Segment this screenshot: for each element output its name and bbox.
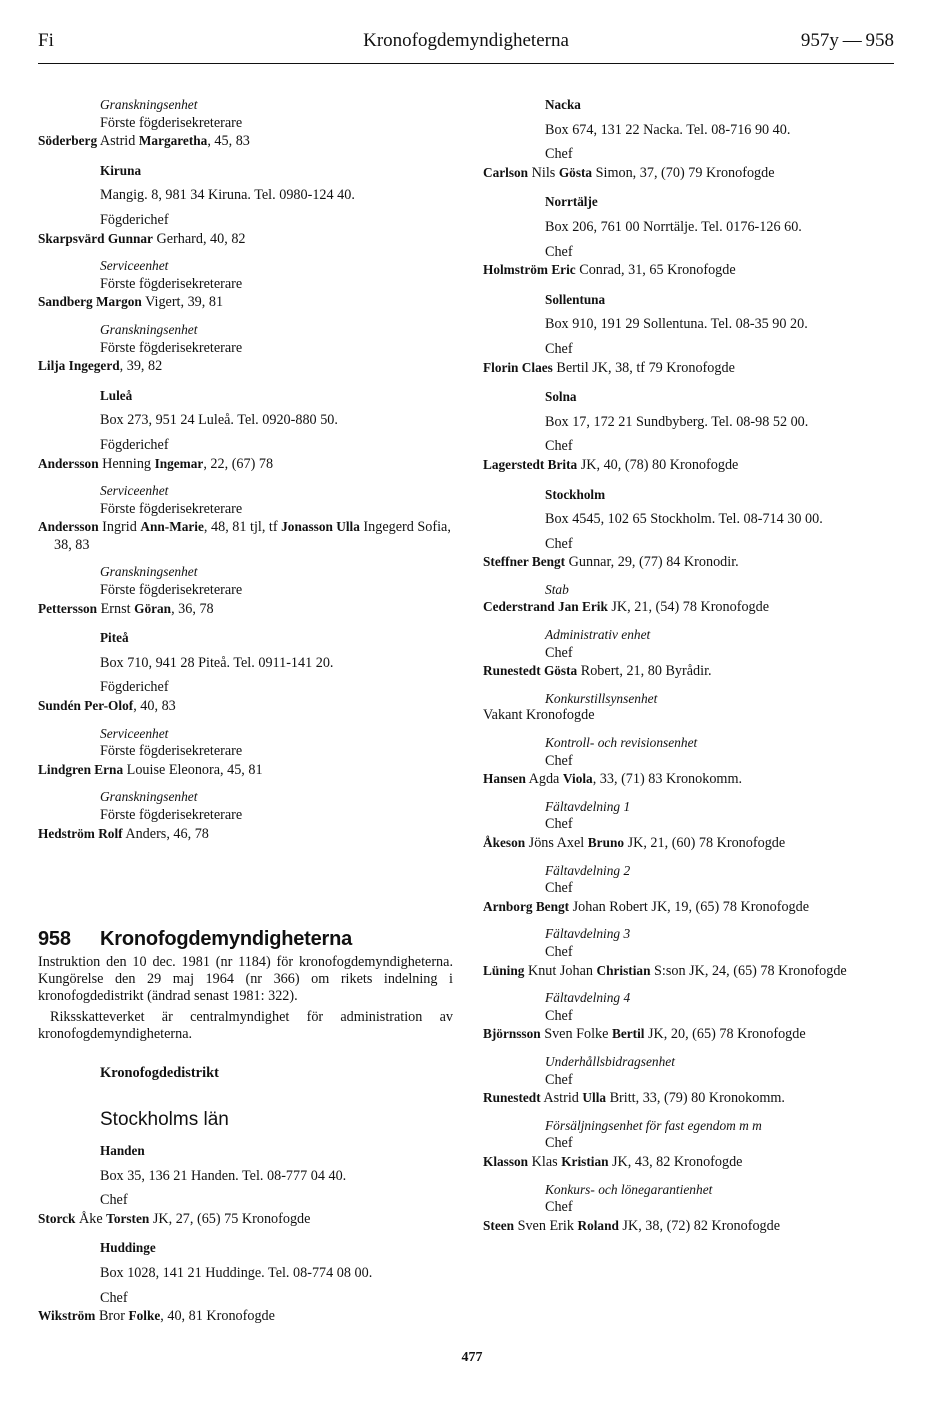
office-name: Sollentuna bbox=[545, 291, 606, 307]
person-detail: JK, 21, (60) 78 Kronofogde bbox=[624, 835, 786, 851]
person-name-bold: Runestedt bbox=[483, 1090, 541, 1106]
office-name: Norrtälje bbox=[545, 194, 598, 210]
person-detail: Jöns Axel bbox=[525, 835, 588, 851]
person-name-bold: Hansen bbox=[483, 771, 526, 787]
unit-heading: Fältavdelning 1 bbox=[545, 798, 631, 814]
person-name-bold: Göran bbox=[134, 600, 172, 616]
role-title: Fögderichef bbox=[100, 211, 169, 228]
office-address: Box 206, 761 00 Norrtälje. Tel. 0176-126 60. bbox=[545, 218, 802, 235]
section-title-text: Kronofogdemyndigheterna bbox=[100, 928, 353, 950]
person-detail: JK, 27, (65) 75 Kronofogde bbox=[149, 1210, 311, 1227]
role-title: Chef bbox=[545, 1071, 573, 1088]
person-detail: Louise Eleonora, 45, 81 bbox=[123, 761, 263, 778]
section-958 bbox=[38, 928, 453, 1326]
person-detail: Agda bbox=[525, 771, 563, 788]
person-entry bbox=[38, 293, 453, 312]
person-entry bbox=[38, 1210, 453, 1229]
person-detail: JK, 20, (65) 78 Kronofogde bbox=[644, 1026, 806, 1043]
section-title bbox=[38, 928, 453, 951]
person-name-bold: Viola bbox=[562, 771, 593, 787]
person-detail: S:son JK, 24, (65) 78 Kronofogde bbox=[650, 962, 847, 979]
person-name-bold: Runestedt Gösta bbox=[483, 663, 578, 679]
office-address: Box 4545, 102 65 Stockholm. Tel. 08-714 30 00. bbox=[545, 511, 823, 528]
unit-heading: Kontroll- och revisionsenhet bbox=[545, 735, 698, 751]
unit-heading: Fältavdelning 4 bbox=[545, 990, 631, 1006]
unit-heading: Administrativ enhet bbox=[545, 627, 651, 643]
person-entry bbox=[483, 834, 901, 853]
role-title: Förste fögderisekreterare bbox=[100, 275, 243, 292]
role-title: Chef bbox=[100, 1289, 128, 1306]
person-entry bbox=[483, 1025, 901, 1044]
person-detail: , 40, 81 Kronofogde bbox=[160, 1308, 275, 1325]
unit-heading: Serviceenhet bbox=[100, 258, 169, 274]
subheading-kronofogdedistrikt: Kronofogdedistrikt bbox=[100, 1065, 219, 1082]
person-detail: Knut Johan bbox=[524, 962, 597, 979]
role-title: Chef bbox=[545, 340, 573, 357]
header-left-label: Fi bbox=[38, 30, 54, 51]
running-title: Kronofogdemyndigheterna bbox=[363, 30, 569, 51]
section-paragraph-2-text: Riksskatteverket är centralmyndighet för administration av kronofogdemyndigheterna. bbox=[38, 1008, 453, 1042]
page-header bbox=[38, 30, 894, 58]
person-detail: Gerhard, 40, 82 bbox=[152, 230, 246, 247]
person-detail: Astrid bbox=[97, 133, 139, 150]
unit-heading: Fältavdelning 2 bbox=[545, 862, 631, 878]
role-title: Chef bbox=[545, 243, 573, 260]
person-entry bbox=[483, 1153, 901, 1172]
person-name-bold: Björnsson bbox=[483, 1026, 541, 1042]
person-detail: Ingrid bbox=[98, 519, 141, 536]
section-paragraph-2 bbox=[38, 1009, 453, 1043]
role-title: Chef bbox=[545, 816, 573, 833]
person-detail: Astrid bbox=[540, 1090, 583, 1107]
role-title: Chef bbox=[545, 1007, 573, 1024]
role-title: Fögderichef bbox=[100, 436, 169, 453]
role-title: Fögderichef bbox=[100, 679, 169, 696]
unit-heading: Granskningsenhet bbox=[100, 97, 198, 112]
office-address: Mangig. 8, 981 34 Kiruna. Tel. 0980-124 40. bbox=[100, 187, 355, 204]
role-title: Förste fögderisekreterare bbox=[100, 114, 243, 131]
person-detail: Ernst bbox=[97, 600, 135, 617]
person-name-bold: Söderberg bbox=[38, 133, 98, 149]
person-name-bold: Lindgren Erna bbox=[38, 761, 124, 777]
person-detail: JK, 38, (72) 82 Kronofogde bbox=[618, 1217, 781, 1234]
person-entry bbox=[38, 600, 453, 619]
person-detail: Nils bbox=[528, 164, 559, 181]
person-detail: JK, 21, (54) 78 Kronofogde bbox=[607, 599, 770, 616]
person-detail: Conrad, 31, 65 Kronofogde bbox=[575, 262, 736, 279]
person-name-bold: Ann-Marie bbox=[140, 519, 204, 535]
office-name: Nacka bbox=[545, 97, 581, 112]
office-name: Handen bbox=[100, 1143, 145, 1159]
person-detail: Sven Folke bbox=[540, 1026, 612, 1043]
person-detail: Anders, 46, 78 bbox=[122, 825, 209, 842]
person-name-bold: Andersson bbox=[38, 519, 99, 535]
role-title: Chef bbox=[545, 752, 573, 769]
unit-heading: Granskningsenhet bbox=[100, 564, 198, 580]
person-detail: , 45, 83 bbox=[207, 133, 250, 150]
person-name-bold: Arnborg Bengt bbox=[483, 898, 570, 914]
person-name-bold: Kristian bbox=[561, 1153, 609, 1169]
district-entries bbox=[38, 1142, 453, 1326]
right-column bbox=[483, 96, 901, 1235]
person-detail: Sven Erik bbox=[514, 1217, 578, 1234]
person-name-bold: Pettersson bbox=[38, 600, 98, 616]
office-address: Box 910, 191 29 Sollentuna. Tel. 08-35 90 20. bbox=[545, 316, 808, 333]
person-entry bbox=[38, 697, 453, 716]
person-name-bold: Margaretha bbox=[138, 133, 208, 149]
person-detail: , 22, (67) 78 bbox=[203, 455, 274, 472]
person-detail: Robert, 21, 80 Byrådir. bbox=[577, 663, 712, 680]
person-name-bold: Åkeson bbox=[483, 835, 526, 850]
office-name: Kiruna bbox=[100, 162, 142, 178]
header-rule bbox=[38, 63, 894, 64]
role-title: Chef bbox=[545, 535, 573, 552]
person-name-bold: Torsten bbox=[106, 1210, 150, 1226]
section-number: 958 bbox=[38, 928, 71, 950]
person-detail: , 40, 83 bbox=[133, 698, 176, 715]
person-entry bbox=[483, 1089, 901, 1108]
person-name-bold: Jonasson Ulla bbox=[281, 519, 360, 535]
person-name-bold: Bertil bbox=[611, 1026, 645, 1042]
unit-heading: Underhållsbidragsenhet bbox=[545, 1053, 675, 1069]
person-entry bbox=[483, 598, 901, 617]
office-address: Box 710, 941 28 Piteå. Tel. 0911-141 20. bbox=[100, 654, 334, 671]
person-entry bbox=[483, 1217, 901, 1236]
person-name-bold: Steffner Bengt bbox=[483, 554, 566, 570]
person-detail: Vigert, 39, 81 bbox=[141, 294, 224, 311]
unit-heading: Granskningsenhet bbox=[100, 321, 198, 337]
office-address: Box 17, 172 21 Sundbyberg. Tel. 08-98 52 00. bbox=[545, 413, 809, 430]
role-title: Chef bbox=[545, 644, 573, 661]
person-name-bold: Folke bbox=[128, 1308, 161, 1324]
unit-heading: Serviceenhet bbox=[100, 725, 169, 741]
person-entry bbox=[483, 770, 901, 789]
role-title: Chef bbox=[545, 438, 573, 455]
person-entry bbox=[38, 761, 453, 780]
unit-heading: Serviceenhet bbox=[100, 483, 169, 499]
unit-heading: Granskningsenhet bbox=[100, 789, 198, 805]
role-title: Förste fögderisekreterare bbox=[100, 743, 243, 760]
office-address: Box 35, 136 21 Handen. Tel. 08-777 04 40. bbox=[100, 1167, 347, 1184]
person-detail: Henning bbox=[98, 455, 155, 472]
person-name-bold: Lüning bbox=[483, 962, 525, 978]
person-name-bold: Cederstrand Jan Erik bbox=[483, 599, 608, 615]
county-heading: Stockholms län bbox=[100, 1109, 229, 1131]
person-name-bold: Sundén Per-Olof bbox=[38, 698, 134, 714]
person-entry bbox=[38, 230, 453, 249]
person-detail: , 39, 82 bbox=[119, 358, 163, 375]
person-detail: Simon, 37, (70) 79 Kronofogde bbox=[592, 164, 775, 181]
person-entry bbox=[38, 132, 453, 151]
person-name-bold: Roland bbox=[577, 1217, 619, 1233]
role-title: Chef bbox=[545, 146, 573, 163]
section-paragraph-1: Instruktion den 10 dec. 1981 (nr 1184) för kronofogdemyndigheterna. Kungörelse den 29 maj 1964 (nr 366) om rikets indelning i kronofogdedistrikt (ändrad senast 1981: 322). bbox=[38, 954, 453, 1005]
office-name: Luleå bbox=[100, 387, 133, 403]
role-title: Chef bbox=[545, 1199, 573, 1216]
person-name-bold: Lilja Ingegerd bbox=[38, 358, 120, 374]
person-detail: JK, 40, (78) 80 Kronofogde bbox=[577, 456, 739, 473]
person-entry bbox=[483, 962, 901, 981]
person-name-bold: Christian bbox=[596, 962, 651, 978]
office-name: Solna bbox=[545, 389, 577, 405]
person-name-bold: Storck bbox=[38, 1210, 76, 1226]
person-detail: Vakant Kronofogde bbox=[483, 707, 595, 724]
person-name-bold: Holmström Eric bbox=[483, 262, 576, 278]
person-name-bold: Hedström Rolf bbox=[38, 825, 123, 841]
role-title: Förste fögderisekreterare bbox=[100, 582, 243, 599]
left-column bbox=[38, 96, 453, 843]
person-detail: Britt, 33, (79) 80 Kronokomm. bbox=[606, 1090, 785, 1107]
role-title: Chef bbox=[545, 1135, 573, 1152]
person-name-bold: Gösta bbox=[558, 164, 593, 180]
person-detail: , 48, 81 tjl, tf bbox=[203, 519, 282, 536]
person-detail: , 36, 78 bbox=[171, 600, 214, 617]
person-name-bold: Steen bbox=[483, 1217, 515, 1233]
person-entry bbox=[483, 261, 901, 280]
role-title: Chef bbox=[545, 943, 573, 960]
office-name: Huddinge bbox=[100, 1240, 156, 1256]
person-name-bold: Florin Claes bbox=[483, 359, 553, 375]
unit-heading: Konkurs- och lönegarantienhet bbox=[545, 1181, 713, 1197]
office-name: Stockholm bbox=[545, 486, 606, 502]
person-entry bbox=[38, 357, 453, 376]
role-title: Chef bbox=[100, 1192, 128, 1209]
person-name-bold: Ulla bbox=[582, 1090, 607, 1106]
office-name: Piteå bbox=[100, 630, 129, 646]
page-number: 477 bbox=[461, 1350, 483, 1365]
unit-heading: Försäljningsenhet för fast egendom m m bbox=[545, 1117, 762, 1133]
person-detail: Bertil JK, 38, tf 79 Kronofogde bbox=[552, 359, 735, 376]
person-name-bold: Wikström bbox=[38, 1308, 96, 1324]
person-name-bold: Ingemar bbox=[154, 455, 204, 471]
office-address: Box 1028, 141 21 Huddinge. Tel. 08-774 08 00. bbox=[100, 1264, 373, 1281]
role-title: Förste fögderisekreterare bbox=[100, 807, 243, 823]
person-entry bbox=[38, 1307, 453, 1326]
person-name-bold: Sandberg Margon bbox=[38, 294, 142, 310]
person-entry bbox=[483, 662, 901, 681]
person-name-bold: Andersson bbox=[38, 455, 99, 471]
person-name-bold: Klasson bbox=[483, 1153, 529, 1169]
person-name-bold: Lagerstedt Brita bbox=[483, 456, 578, 472]
person-entry bbox=[483, 164, 901, 183]
unit-heading: Fältavdelning 3 bbox=[545, 926, 631, 942]
person-detail: Gunnar, 29, (77) 84 Kronodir. bbox=[565, 554, 739, 571]
person-entry bbox=[483, 898, 901, 917]
unit-heading: Konkurstillsynsenhet bbox=[545, 690, 658, 706]
person-detail: Klas bbox=[528, 1153, 562, 1170]
role-title: Förste fögderisekreterare bbox=[100, 339, 243, 356]
role-title: Förste fögderisekreterare bbox=[100, 500, 243, 517]
person-entry bbox=[483, 553, 901, 572]
person-name-bold: Bruno bbox=[587, 835, 625, 850]
person-entry bbox=[483, 707, 901, 725]
office-address: Box 674, 131 22 Nacka. Tel. 08-716 90 40. bbox=[545, 121, 791, 138]
header-page-range: 957y — 958 bbox=[800, 30, 894, 51]
person-detail: Johan Robert JK, 19, (65) 78 Kronofogde bbox=[569, 898, 810, 915]
unit-heading: Stab bbox=[545, 581, 569, 597]
person-detail: Ingegerd Sofia, 38, 83 bbox=[54, 519, 451, 553]
person-entry bbox=[483, 456, 901, 475]
office-address: Box 273, 951 24 Luleå. Tel. 0920-880 50. bbox=[100, 412, 338, 429]
person-name-bold: Skarpsvärd Gunnar bbox=[38, 230, 153, 246]
person-entry bbox=[38, 455, 453, 474]
person-detail: JK, 43, 82 Kronofogde bbox=[608, 1153, 743, 1170]
person-entry bbox=[483, 359, 901, 378]
person-entry bbox=[38, 518, 453, 554]
role-title: Chef bbox=[545, 880, 573, 897]
person-detail: Bror bbox=[95, 1308, 129, 1325]
person-detail: Åke bbox=[75, 1210, 107, 1227]
person-detail: , 33, (71) 83 Kronokomm. bbox=[592, 771, 743, 788]
person-entry bbox=[38, 825, 453, 844]
person-name-bold: Carlson bbox=[483, 164, 529, 180]
